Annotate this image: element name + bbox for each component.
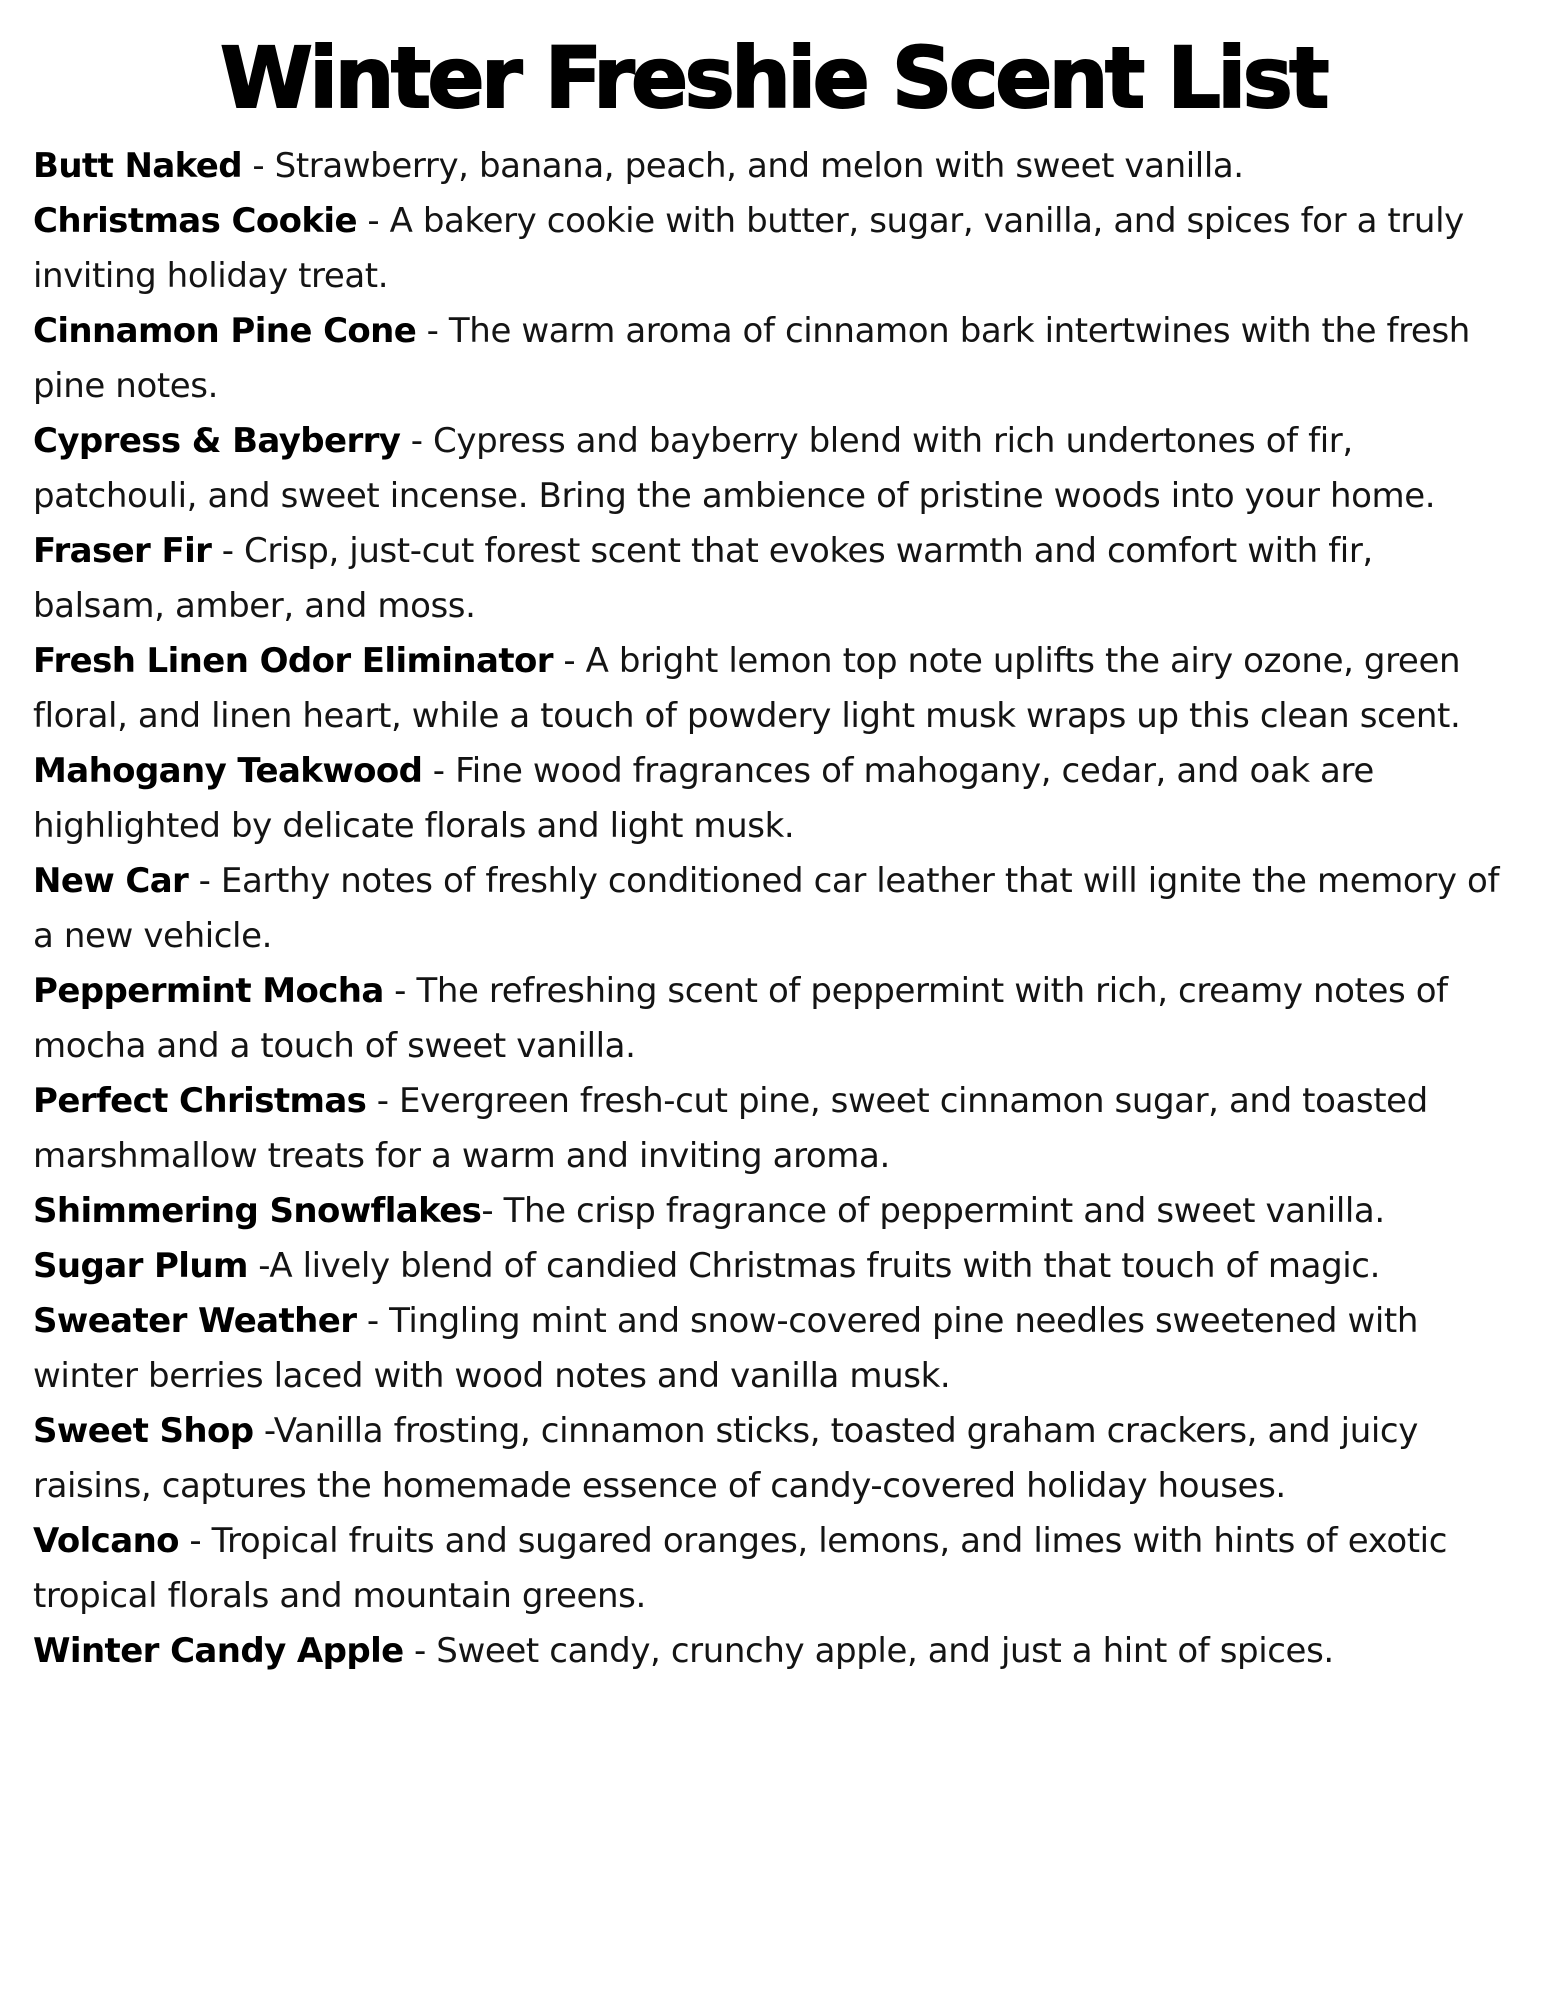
scent-item <box>33 1184 1513 1239</box>
scent-item <box>33 1624 1513 1679</box>
page-title: Winter Freshie Scent List <box>220 29 1326 127</box>
scent-item <box>33 1074 1513 1184</box>
scent-item <box>33 1294 1513 1404</box>
scent-name: Volcano <box>33 1520 179 1561</box>
scent-name: Christmas Cookie <box>33 200 357 241</box>
scent-name: Shimmering Snowflakes <box>33 1190 482 1231</box>
scent-name: Perfect Christmas <box>33 1080 367 1121</box>
scent-name: Fraser Fir <box>33 530 212 571</box>
scent-name: New Car <box>33 860 189 901</box>
scent-item <box>33 854 1513 964</box>
scent-item <box>33 964 1513 1074</box>
scent-description: - Cypress and bayberry blend with rich undertones of fir, patchouli, and sweet incense. Bring the ambience of pristine woods into your home. <box>33 420 1436 516</box>
scent-item <box>33 1514 1513 1624</box>
scent-name: Peppermint Mocha <box>33 970 384 1011</box>
scent-item <box>33 634 1513 744</box>
scent-item <box>33 414 1513 524</box>
scent-description: - The refreshing scent of peppermint with rich, creamy notes of mocha and a touch of sweet vanilla. <box>33 970 1448 1066</box>
scent-description: - Tingling mint and snow-covered pine needles sweetened with winter berries laced with wood notes and vanilla musk. <box>33 1300 1419 1396</box>
scent-description: - Strawberry, banana, peach, and melon with sweet vanilla. <box>241 145 1244 186</box>
scent-description: - A bright lemon top note uplifts the airy ozone, green floral, and linen heart, while a touch of powdery light musk wraps up this clean scent. <box>33 640 1461 736</box>
scent-description: - Fine wood fragrances of mahogany, cedar, and oak are highlighted by delicate florals and light musk. <box>33 750 1374 846</box>
scent-name: Winter Candy Apple <box>33 1630 404 1671</box>
scent-item <box>33 139 1513 194</box>
scent-description: - The warm aroma of cinnamon bark intertwines with the fresh pine notes. <box>33 310 1470 406</box>
scent-description: - Crisp, just-cut forest scent that evokes warmth and comfort with fir, balsam, amber, and moss. <box>33 530 1373 626</box>
scent-item <box>33 194 1513 304</box>
scent-description: - A bakery cookie with butter, sugar, vanilla, and spices for a truly inviting holiday treat. <box>33 200 1464 296</box>
scent-name: Mahogany Teakwood <box>33 750 423 791</box>
scent-description: -Vanilla frosting, cinnamon sticks, toasted graham crackers, and juicy raisins, captures the homemade essence of candy-covered holiday houses. <box>33 1410 1418 1506</box>
scent-item <box>33 524 1513 634</box>
scent-name: Butt Naked <box>33 145 242 186</box>
scent-name: Sweet Shop <box>33 1410 254 1451</box>
scent-description: - Sweet candy, crunchy apple, and just a hint of spices. <box>403 1630 1334 1671</box>
scent-description: - Evergreen fresh-cut pine, sweet cinnamon sugar, and toasted marshmallow treats for a warm and inviting aroma. <box>33 1080 1428 1176</box>
scent-description: - The crisp fragrance of peppermint and sweet vanilla. <box>481 1190 1385 1231</box>
scent-list <box>33 139 1513 1679</box>
scent-item <box>33 744 1513 854</box>
scent-name: Sweater Weather <box>33 1300 357 1341</box>
scent-description: -A lively blend of candied Christmas fruits with that touch of magic. <box>247 1245 1380 1286</box>
scent-name: Fresh Linen Odor Eliminator <box>33 640 553 681</box>
scent-name: Cypress & Bayberry <box>33 420 401 461</box>
scent-item <box>33 1404 1513 1514</box>
scent-description: - Earthy notes of freshly conditioned car leather that will ignite the memory of a new vehicle. <box>33 860 1500 956</box>
scent-item <box>33 304 1513 414</box>
scent-name: Sugar Plum <box>33 1245 248 1286</box>
scent-item <box>33 1239 1513 1294</box>
scent-description: - Tropical fruits and sugared oranges, lemons, and limes with hints of exotic tropical florals and mountain greens. <box>33 1520 1447 1616</box>
scent-name: Cinnamon Pine Cone <box>33 310 417 351</box>
